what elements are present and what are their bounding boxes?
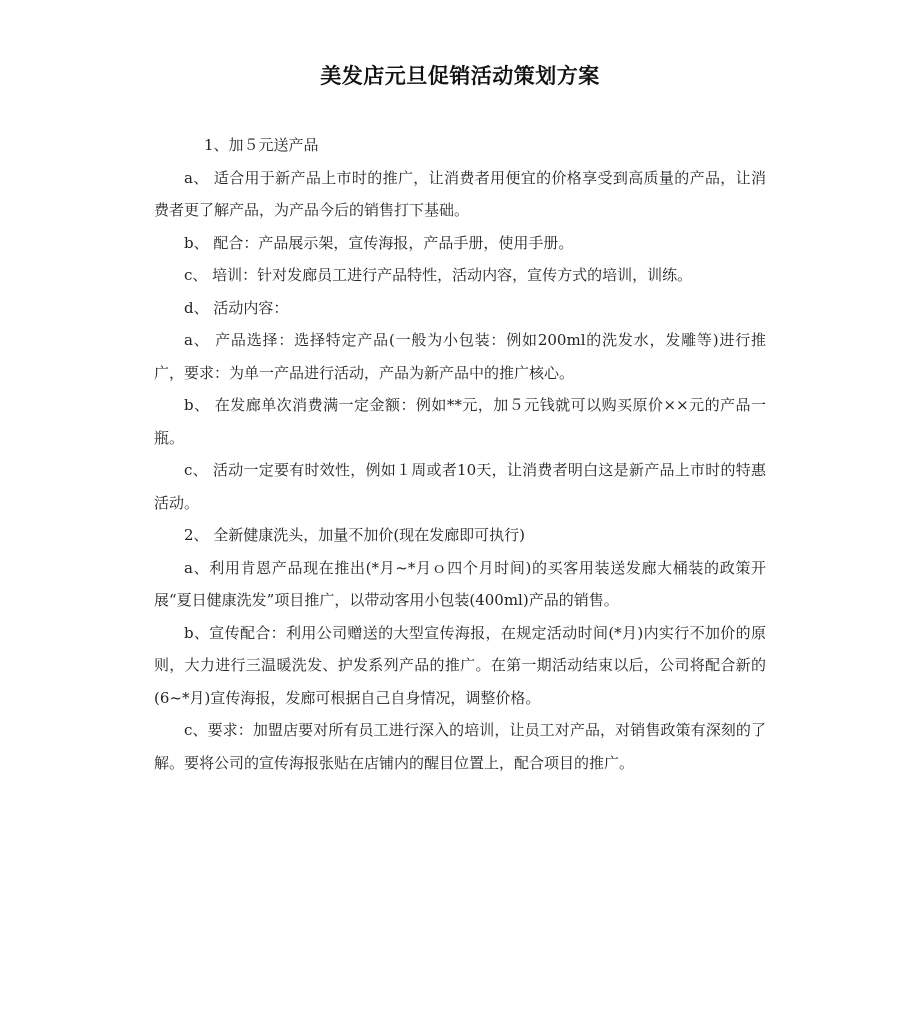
document-title: 美发店元旦促销活动策划方案: [320, 64, 600, 88]
paragraph-2c: c、要求：加盟店要对所有员工进行深入的培训，让员工对产品，对销售政策有深刻的了解。要将公司的宣传海报张贴在店铺内的醒目位置上，配合项目的推广。: [154, 721, 766, 772]
paragraph-1a: a、 适合用于新产品上市时的推广，让消费者用便宜的价格享受到高质量的产品，让消费者更了解产品，为产品今后的销售打下基础。: [154, 168, 766, 219]
paragraph-1d-b: b、 在发廊单次消费满一定金额：例如**元，加５元钱就可以购买原价××元的产品一瓶。: [154, 396, 766, 447]
paragraph-2a: a、利用肯恩产品现在推出(*月~*月ｏ四个月时间)的买客用装送发廊大桶装的政策开展“夏日健康洗发”项目推广，以带动客用小包装(400ml)产品的销售。: [154, 558, 766, 609]
paragraph-section-1-heading: 1、加５元送产品: [204, 136, 319, 154]
paragraph-1c: c、 培训：针对发廊员工进行产品特性，活动内容，宣传方式的培训，训练。: [184, 266, 693, 284]
paragraph-1d: d、 活动内容：: [184, 298, 289, 317]
paragraph-section-2-heading: 2、 全新健康洗头，加量不加价(现在发廊即可执行): [184, 526, 526, 544]
paragraph-1b: b、 配合：产品展示架，宣传海报，产品手册，使用手册。: [184, 233, 574, 252]
document-body: [154, 129, 766, 779]
paragraph-2b: b、宣传配合：利用公司赠送的大型宣传海报，在规定活动时间(*月)内实行不加价的原则，大力进行三温暖洗发、护发系列产品的推广。在第一期活动结束以后，公司将配合新的(6~*月)宣传海报，发廊可根据自己自身情况，调整价格。: [154, 623, 766, 707]
paragraph-1d-a: a、 产品选择：选择特定产品(一般为小包装：例如200ml的洗发水，发雕等)进行推广，要求：为单一产品进行活动，产品为新产品中的推广核心。: [154, 331, 766, 382]
paragraph-1d-c: c、 活动一定要有时效性，例如１周或者10天，让消费者明白这是新产品上市时的特惠活动。: [154, 461, 766, 512]
